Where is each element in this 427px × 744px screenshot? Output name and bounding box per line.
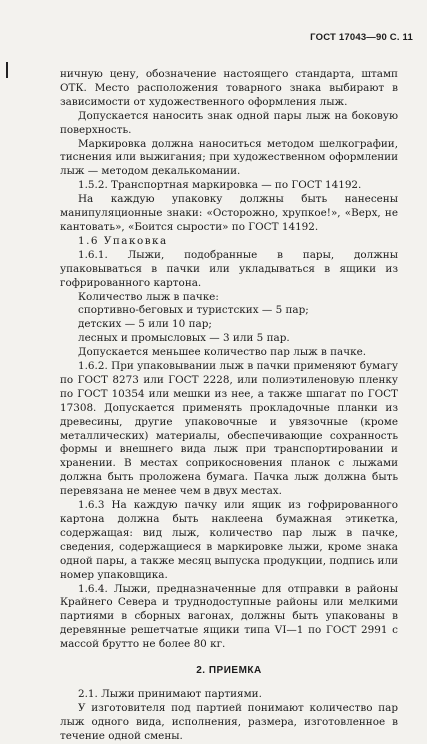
paragraph: У изготовителя под партией понимают количество пар лыж одного вида, исполнения, размера, изготовленное в течение одной смены. [60,701,398,742]
paragraph: Маркировка должна наноситься методом шелкографии, тиснения или выжигания; при художественном оформлении лыж — методом декалькомании. [60,137,398,178]
paragraph: Допускается наносить знак одной пары лыж на боковую поверхность. [60,109,398,136]
margin-mark [6,62,8,78]
paragraph: 1.6.3 На каждую пачку или ящик из гофрированного картона должна быть наклеена бумажная этикетка, содержащая: вид лыж, количество пар лыж в пачке, сведения, содержащиеся в маркировке лыжи, кроме знака одной пары, а также месяц выпуска продукции, подпись или номер упаковщика. [60,499,398,581]
list-item: детских — 5 или 10 пар; [78,318,212,331]
section-heading: 1.6 Упаковка [78,234,168,247]
paragraph: ничную цену, обозначение настоящего стандарта, штамп ОТК. Место расположения товарного знака выбирают в зависимости от художественного оформления лыж. [60,68,398,108]
paragraph: 1.5.2. Транспортная маркировка — по ГОСТ 14192. [78,179,362,192]
chapter-heading: 2. ПРИЕМКА [196,665,262,677]
paragraph: 1.6.1. Лыжи, подобранные в пары, должны упаковываться в пачки или укладываться в ящики из гофрированного картона. [60,248,398,289]
paragraph: 1.6.4. Лыжи, предназначенные для отправки в районы Крайнего Севера и труднодоступные районы или мелкими партиями в сборных вагонах, должны быть упакованы в деревянные решетчатые ящики типа VI—1 по ГОСТ 2991 с массой брутто не более 80 кг. [60,582,398,651]
page-header: ГОСТ 17043—90 С. 11 [310,32,413,43]
paragraph: Допускается меньшее количество пар лыж в пачке. [78,346,367,359]
paragraph: На каждую упаковку должны быть нанесены манипуляционные знаки: «Осторожно, хрупкое!», «Верх, не кантовать», «Боится сырости» по ГОСТ 14192. [60,193,398,233]
paragraph: 2.1. Лыжи принимают партиями. [78,687,262,700]
paragraph: Количество лыж в пачке: [78,290,219,303]
paragraph: 1.6.2. При упаковывании лыж в пачки применяют бумагу по ГОСТ 8273 или ГОСТ 2228, или полиэтиленовую пленку по ГОСТ 10354 или мешки из нее, а также шпагат по ГОСТ 17308. Допускается применять прокладочные планки из древесины, другие упаковочные и увязочные (кроме металлических) материалы, обеспечивающие сохранность формы и внешнего вида лыж при транспортировании и хранении. В местах соприкосновения планок с лыжами должна быть проложена бумага. Пачка лыж должна быть перевязана не менее чем в двух местах. [60,360,398,498]
document-body [60,68,398,744]
list-item: спортивно-беговых и туристских — 5 пар; [78,304,309,317]
list-item: лесных и промысловых — 3 или 5 пар. [78,332,290,345]
